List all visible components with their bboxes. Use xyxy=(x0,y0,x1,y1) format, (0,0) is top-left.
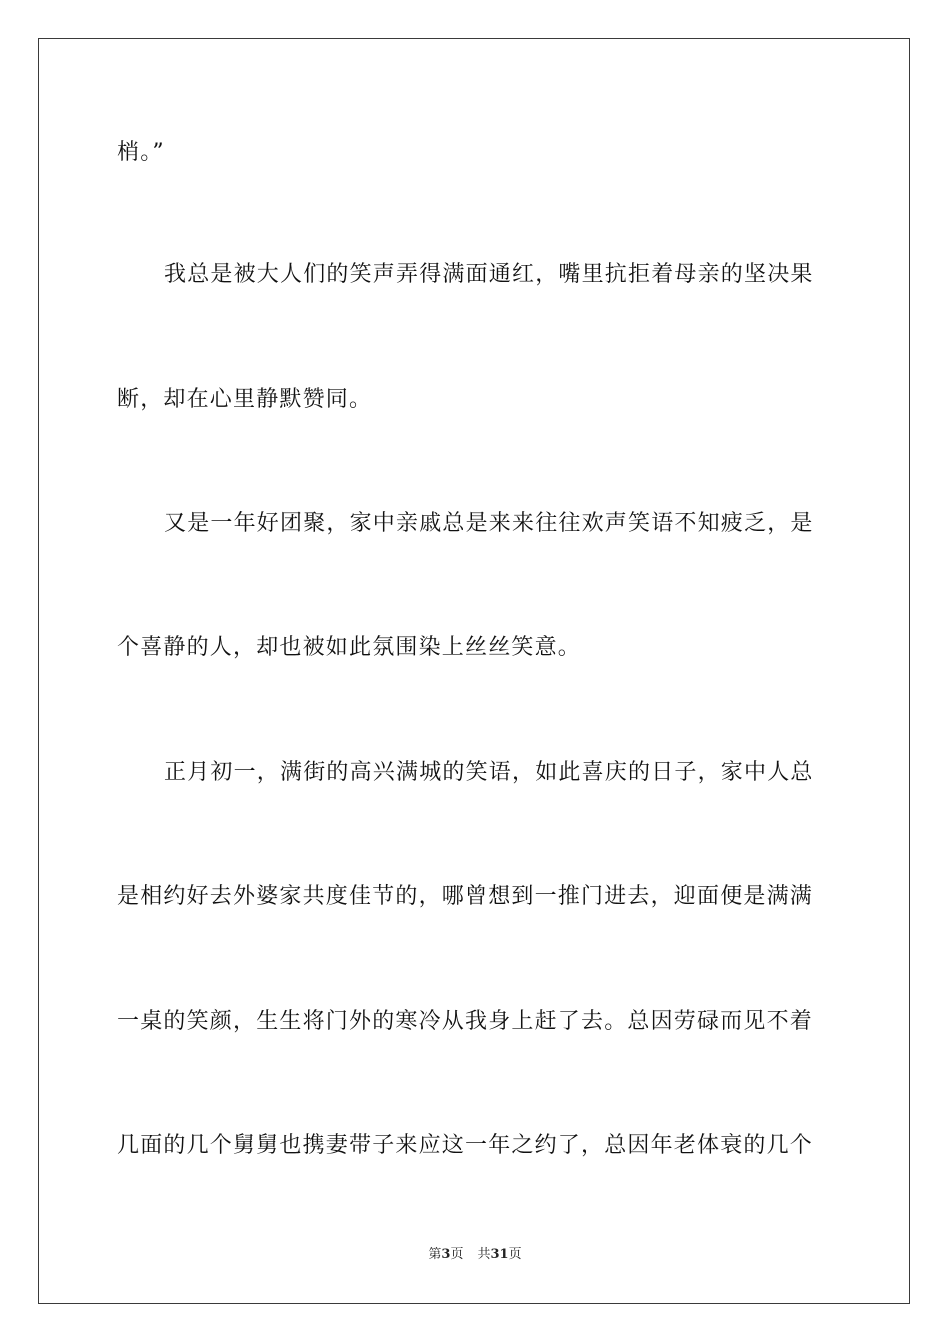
paragraph-3-line-1: 正月初一，满街的高兴满城的笑语，如此喜庆的日子，家中人总 xyxy=(164,760,814,785)
paragraph-1-line-2: 断，却在心里静默赞同。 xyxy=(117,387,373,412)
paragraph-2-line-2: 个喜静的人，却也被如此氛围染上丝丝笑意。 xyxy=(117,635,582,660)
page-prefix: 第 xyxy=(428,1247,442,1262)
text-line-1: 梢。” xyxy=(117,140,165,165)
total-prefix: 共 xyxy=(477,1247,491,1262)
page-indicator xyxy=(428,1247,463,1262)
paragraph-3-line-3: 一桌的笑颜，生生将门外的寒冷从我身上赶了去。总因劳碌而见不着 xyxy=(117,1009,814,1034)
paragraph-3-line-4: 几面的几个舅舅也携妻带子来应这一年之约了，总因年老体衰的几个 xyxy=(117,1133,814,1158)
page-footer xyxy=(0,1246,950,1264)
paragraph-2-line-1: 又是一年好团聚，家中亲戚总是来来往往欢声笑语不知疲乏，是 xyxy=(164,511,814,536)
page-suffix: 页 xyxy=(450,1247,464,1262)
paragraph-3-line-2: 是相约好去外婆家共度佳节的，哪曾想到一推门进去，迎面便是满满 xyxy=(117,884,814,909)
page-number: 3 xyxy=(441,1247,451,1262)
paragraph-1-line-1: 我总是被大人们的笑声弄得满面通红，嘴里抗拒着母亲的坚决果 xyxy=(164,262,814,287)
total-suffix: 页 xyxy=(508,1247,522,1262)
total-pages-indicator xyxy=(477,1247,521,1262)
total-pages: 31 xyxy=(490,1247,509,1262)
page-border xyxy=(38,38,910,1304)
